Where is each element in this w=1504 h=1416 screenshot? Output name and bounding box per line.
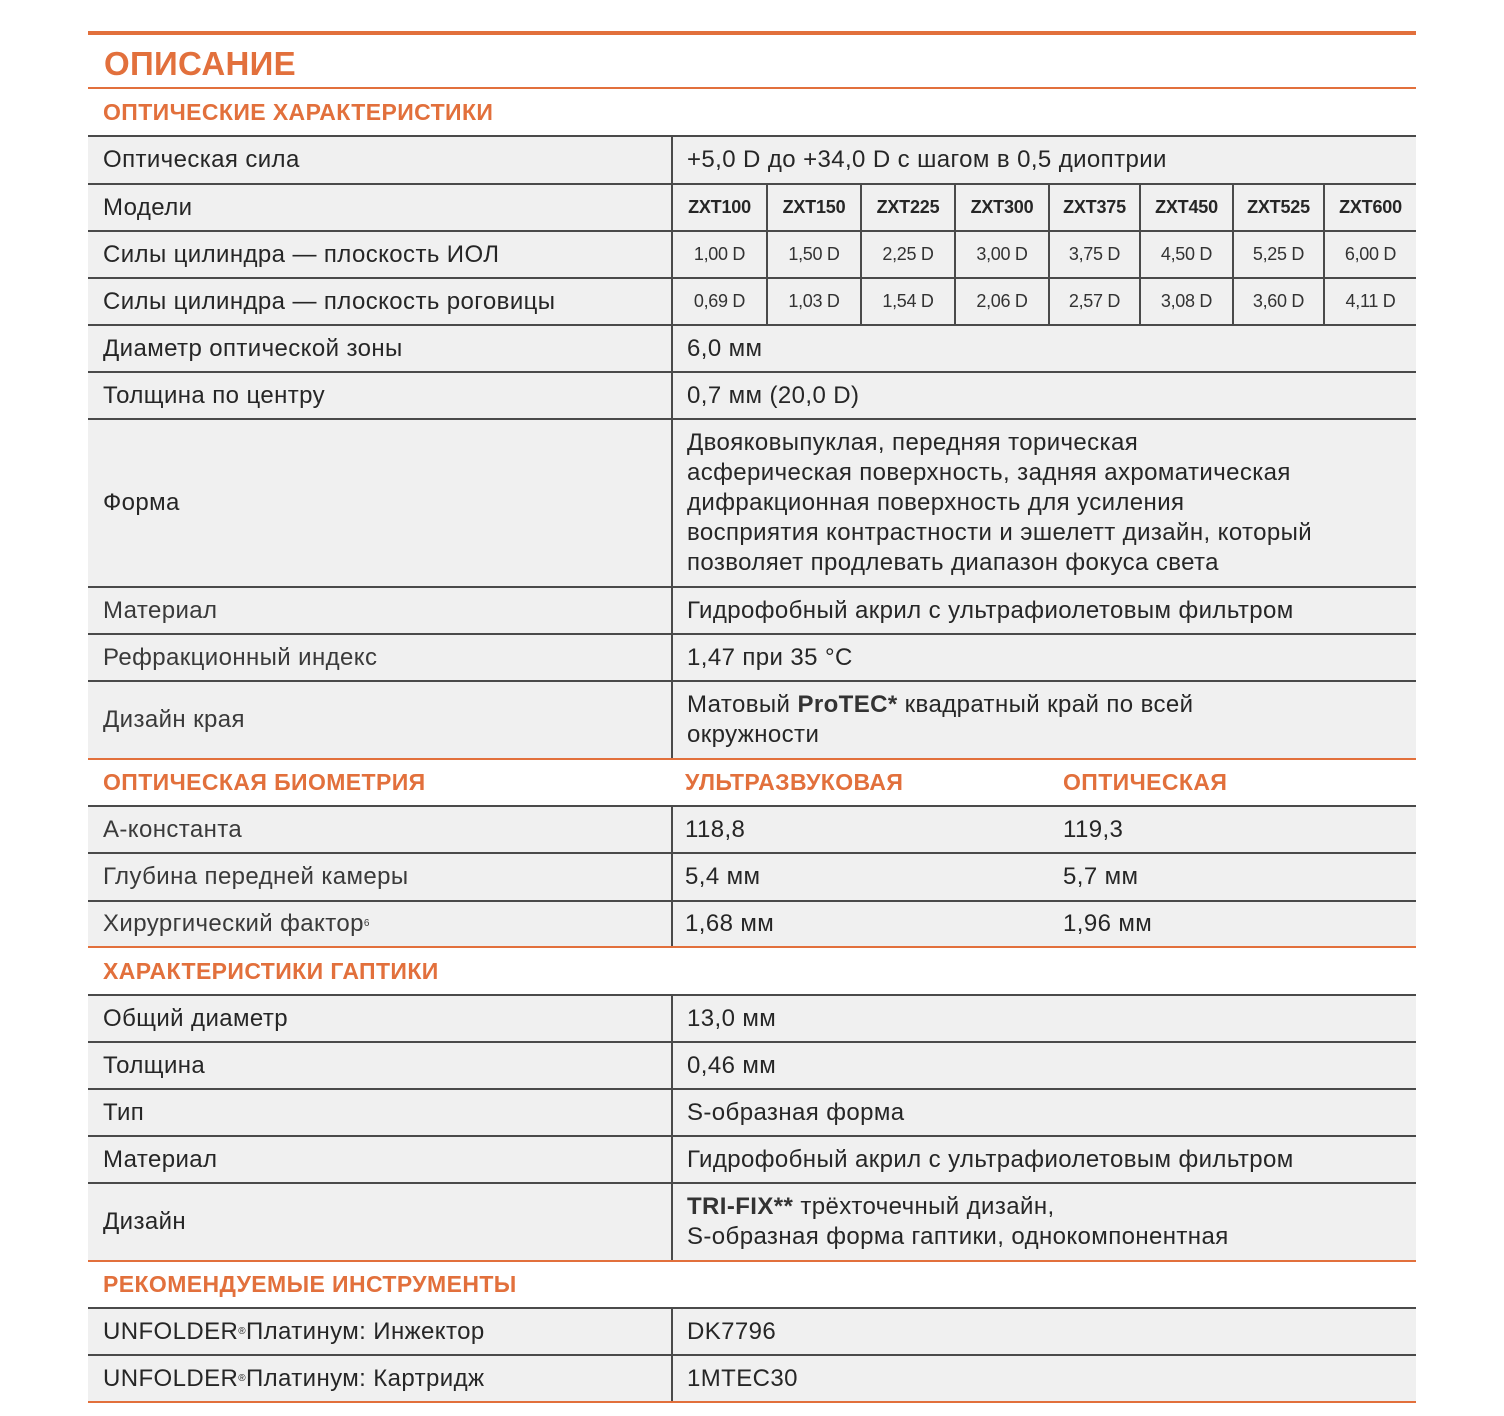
row-label: Форма (103, 489, 180, 516)
cyl-cell: 1,00 D (671, 232, 766, 277)
column-heading-optical: ОПТИЧЕСКАЯ (1063, 769, 1228, 795)
row-label: Дизайн края (103, 706, 245, 733)
cyl-cell: 3,75 D (1048, 232, 1139, 277)
row-label: Толщина (103, 1051, 206, 1079)
table-row-cyl-cornea (88, 277, 1416, 324)
table-row (88, 1354, 1416, 1401)
row-value: S-образная форма (671, 1090, 1416, 1135)
optical-value: 1,96 мм (1063, 910, 1153, 937)
table-row (88, 1135, 1416, 1182)
cyl-cell: 0,69 D (671, 279, 766, 324)
model-cell: ZXT300 (954, 185, 1048, 230)
row-label: UNFOLDER ® Платинум: Картридж (103, 1364, 485, 1392)
model-cell: ZXT225 (860, 185, 954, 230)
row-value (671, 420, 1416, 586)
shape-line: позволяет продлевать диапазон фокуса света (687, 549, 1219, 576)
table-row (88, 1088, 1416, 1135)
ultrasound-value: 5,4 мм (685, 863, 761, 890)
column-divider (671, 807, 673, 852)
cyl-cell: 6,00 D (1323, 232, 1416, 277)
edge-text: Матовый (687, 691, 798, 718)
cyl-cell: 2,57 D (1048, 279, 1139, 324)
row-value: 1MTEC30 (671, 1356, 1416, 1401)
models-grid (671, 185, 1416, 230)
row-label: Рефракционный индекс (103, 643, 378, 671)
row-label: Толщина по центру (103, 381, 325, 409)
row-value: Гидрофобный акрил с ультрафиолетовым фильтром (671, 588, 1416, 633)
table-row-shape (88, 418, 1416, 586)
section-heading: ОПТИЧЕСКАЯ БИОМЕТРИЯ (103, 769, 426, 795)
edge-text: квадратный край по всей (897, 691, 1194, 718)
edge-text: окружности (687, 721, 820, 748)
cyl-cell: 1,50 D (766, 232, 860, 277)
table-row (88, 1307, 1416, 1354)
row-label: Силы цилиндра — плоскость ИОЛ (103, 240, 500, 268)
cyl-iol-grid (671, 232, 1416, 277)
table-row (88, 324, 1416, 371)
table-row (88, 852, 1416, 900)
table-row (88, 994, 1416, 1041)
ultrasound-value: 118,8 (685, 815, 746, 843)
design-brand: TRI-FIX** (687, 1193, 794, 1220)
table-row-models (88, 183, 1416, 230)
row-label: Хирургический фактор 6 (103, 910, 370, 937)
column-heading-ultrasound: УЛЬТРАЗВУКОВАЯ (685, 769, 904, 795)
cyl-cell: 3,60 D (1232, 279, 1323, 324)
model-cell: ZXT100 (671, 185, 766, 230)
section-biometry-header (88, 758, 1416, 805)
section-optical-header (88, 87, 1416, 135)
page-title: ОПИСАНИЕ (104, 45, 296, 82)
cyl-cornea-grid (671, 279, 1416, 324)
table-row-cyl-iol (88, 230, 1416, 277)
row-label: UNFOLDER ® Платинум: Инжектор (103, 1317, 485, 1345)
edge-brand: ProTEC* (797, 691, 898, 718)
row-value (671, 1184, 1416, 1260)
row-value: Гидрофобный акрил с ультрафиолетовым фильтром (671, 1137, 1416, 1182)
label-text: Хирургический фактор (103, 910, 364, 937)
table-row (88, 900, 1416, 946)
label-text: Платинум: Картридж (246, 1364, 485, 1392)
row-label: Дизайн (103, 1208, 187, 1235)
model-cell: ZXT450 (1139, 185, 1232, 230)
cyl-cell: 3,00 D (954, 232, 1048, 277)
ultrasound-value: 1,68 мм (685, 910, 775, 937)
column-divider (671, 854, 673, 900)
design-text: трёхточечный дизайн, (793, 1193, 1055, 1220)
row-value: 13,0 мм (671, 996, 1416, 1041)
label-text: Платинум: Инжектор (246, 1317, 485, 1345)
cyl-cell: 2,25 D (860, 232, 954, 277)
cyl-cell: 4,11 D (1323, 279, 1416, 324)
shape-line: Двояковыпуклая, передняя торическая (687, 429, 1139, 456)
row-value: +5,0 D до +34,0 D с шагом в 0,5 диоптрии (671, 137, 1416, 183)
optical-value: 119,3 (1063, 815, 1124, 843)
column-divider (671, 902, 673, 946)
row-label: Оптическая сила (103, 146, 300, 173)
row-value (671, 682, 1416, 758)
row-value: 1,47 при 35 °C (671, 635, 1416, 680)
shape-line: восприятия контрастности и эшелетт дизайн, который (687, 519, 1313, 546)
row-label: Материал (103, 596, 218, 624)
model-cell: ZXT525 (1232, 185, 1323, 230)
row-label: Общий диаметр (103, 1004, 288, 1032)
section-heading: ОПТИЧЕСКИЕ ХАРАКТЕРИСТИКИ (103, 98, 494, 125)
shape-line: асферическая поверхность, задняя ахроматическая (687, 459, 1291, 486)
brand-name: UNFOLDER (103, 1364, 239, 1392)
table-row (88, 1041, 1416, 1088)
section-heading: РЕКОМЕНДУЕМЫЕ ИНСТРУМЕНТЫ (103, 1271, 517, 1297)
cyl-cell: 5,25 D (1232, 232, 1323, 277)
design-text: S-образная форма гаптики, однокомпонентная (687, 1223, 1229, 1250)
row-value: DK7796 (671, 1309, 1416, 1354)
model-cell: ZXT375 (1048, 185, 1139, 230)
table-row (88, 135, 1416, 183)
top-accent-rule (88, 31, 1416, 35)
row-label: Силы цилиндра — плоскость роговицы (103, 287, 556, 315)
bottom-accent-rule (88, 1401, 1416, 1403)
row-label: Глубина передней камеры (103, 863, 409, 890)
cyl-cell: 3,08 D (1139, 279, 1232, 324)
table-row (88, 371, 1416, 418)
row-label: Материал (103, 1145, 218, 1173)
model-cell: ZXT150 (766, 185, 860, 230)
row-value: 0,7 мм (20,0 D) (671, 373, 1416, 418)
table-row-design (88, 1182, 1416, 1260)
spec-table (88, 87, 1416, 1403)
row-value: 6,0 мм (671, 326, 1416, 371)
brand-name: UNFOLDER (103, 1317, 239, 1345)
table-row (88, 633, 1416, 680)
row-label: Тип (103, 1098, 145, 1126)
cyl-cell: 2,06 D (954, 279, 1048, 324)
shape-line: дифракционная поверхность для усиления (687, 489, 1185, 516)
section-haptics-header (88, 946, 1416, 994)
row-label: Диаметр оптической зоны (103, 334, 403, 362)
table-row-edge (88, 680, 1416, 758)
model-cell: ZXT600 (1323, 185, 1416, 230)
cyl-cell: 4,50 D (1139, 232, 1232, 277)
cyl-cell: 1,54 D (860, 279, 954, 324)
row-value: 0,46 мм (671, 1043, 1416, 1088)
section-heading: ХАРАКТЕРИСТИКИ ГАПТИКИ (103, 957, 439, 984)
table-row (88, 805, 1416, 852)
table-row (88, 586, 1416, 633)
row-label: А-константа (103, 815, 243, 843)
section-instruments-header (88, 1260, 1416, 1307)
row-label: Модели (103, 193, 193, 221)
cyl-cell: 1,03 D (766, 279, 860, 324)
optical-value: 5,7 мм (1063, 863, 1139, 890)
